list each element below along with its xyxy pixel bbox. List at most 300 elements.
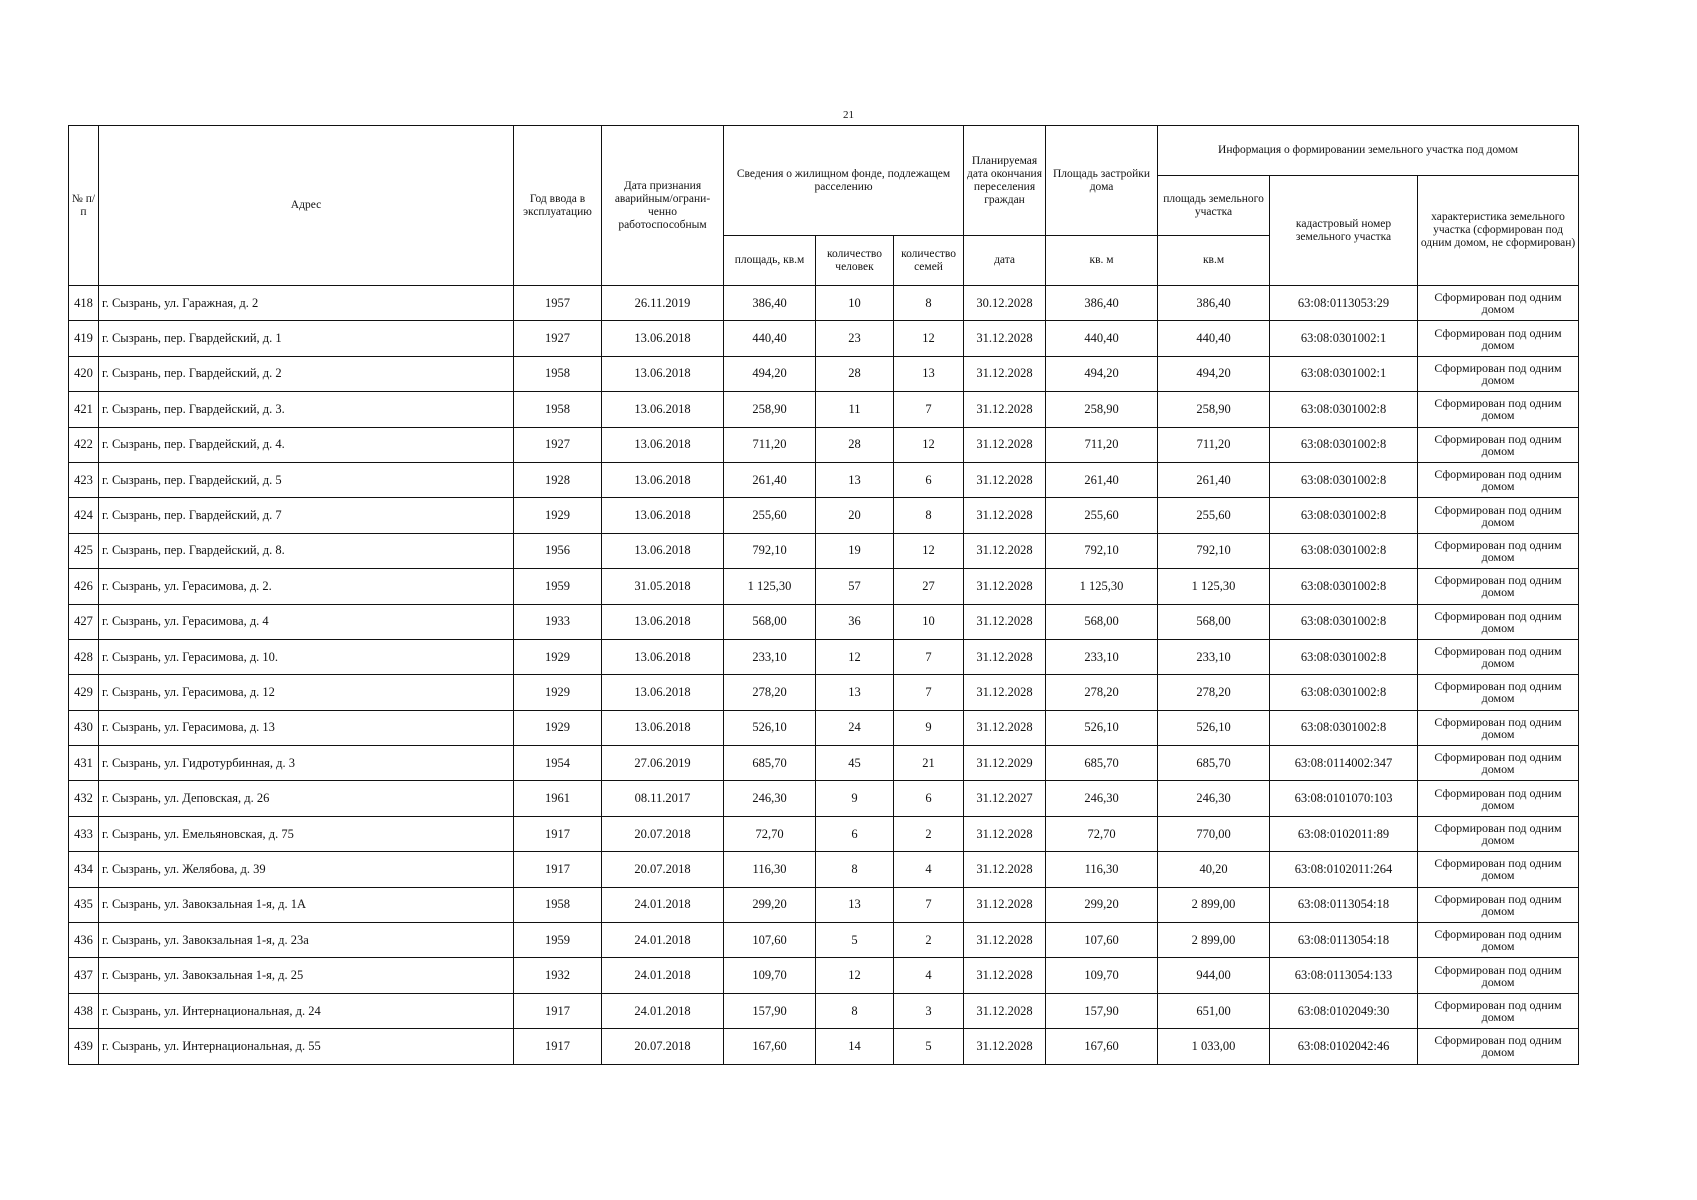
row-land-characteristic: Сформирован под одним домом xyxy=(1418,781,1579,816)
row-built-area: 258,90 xyxy=(1046,392,1158,427)
row-people: 28 xyxy=(816,356,894,391)
row-date-recognized: 13.06.2018 xyxy=(602,533,724,568)
row-land-characteristic: Сформирован под одним домом xyxy=(1418,392,1579,427)
row-year: 1917 xyxy=(514,993,602,1028)
row-people: 57 xyxy=(816,569,894,604)
row-families: 2 xyxy=(894,816,964,851)
row-year: 1961 xyxy=(514,781,602,816)
row-land-characteristic: Сформирован под одним домом xyxy=(1418,958,1579,993)
row-cadastral-number: 63:08:0113054:18 xyxy=(1270,887,1418,922)
row-num: 418 xyxy=(69,286,99,321)
row-address: г. Сызрань, пер. Гвардейский, д. 2 xyxy=(99,356,514,391)
table-row xyxy=(69,498,1579,533)
row-built-area: 107,60 xyxy=(1046,923,1158,958)
row-cadastral-number: 63:08:0113054:133 xyxy=(1270,958,1418,993)
row-families: 10 xyxy=(894,604,964,639)
row-families: 12 xyxy=(894,533,964,568)
row-date-recognized: 13.06.2018 xyxy=(602,356,724,391)
row-fund-area: 299,20 xyxy=(724,887,816,922)
row-num: 438 xyxy=(69,993,99,1028)
row-num: 425 xyxy=(69,533,99,568)
header-fund-group: Сведения о жилищном фонде, подлежащем расселению xyxy=(724,126,964,236)
row-cadastral-number: 63:08:0301002:8 xyxy=(1270,639,1418,674)
row-families: 6 xyxy=(894,781,964,816)
row-fund-area: 167,60 xyxy=(724,1029,816,1064)
row-cadastral-number: 63:08:0102049:30 xyxy=(1270,993,1418,1028)
row-num: 429 xyxy=(69,675,99,710)
row-built-area: 299,20 xyxy=(1046,887,1158,922)
row-fund-area: 685,70 xyxy=(724,746,816,781)
row-land-area: 494,20 xyxy=(1158,356,1270,391)
row-year: 1956 xyxy=(514,533,602,568)
row-land-characteristic: Сформирован под одним домом xyxy=(1418,675,1579,710)
row-land-characteristic: Сформирован под одним домом xyxy=(1418,887,1579,922)
row-year: 1932 xyxy=(514,958,602,993)
row-families: 7 xyxy=(894,392,964,427)
row-address: г. Сызрань, ул. Герасимова, д. 4 xyxy=(99,604,514,639)
table-row xyxy=(69,462,1579,497)
row-families: 7 xyxy=(894,675,964,710)
row-land-area: 278,20 xyxy=(1158,675,1270,710)
row-families: 8 xyxy=(894,286,964,321)
header-fund-people: количество человек xyxy=(816,236,894,286)
table-body xyxy=(69,286,1579,1065)
row-built-area: 246,30 xyxy=(1046,781,1158,816)
row-land-area: 440,40 xyxy=(1158,321,1270,356)
row-year: 1933 xyxy=(514,604,602,639)
row-built-area: 167,60 xyxy=(1046,1029,1158,1064)
table-row xyxy=(69,746,1579,781)
row-built-area: 526,10 xyxy=(1046,710,1158,745)
header-num: № п/п xyxy=(69,126,99,286)
row-planned-date: 31.12.2028 xyxy=(964,498,1046,533)
row-land-area: 233,10 xyxy=(1158,639,1270,674)
row-address: г. Сызрань, пер. Гвардейский, д. 4. xyxy=(99,427,514,462)
row-year: 1917 xyxy=(514,852,602,887)
row-date-recognized: 13.06.2018 xyxy=(602,675,724,710)
row-land-area: 526,10 xyxy=(1158,710,1270,745)
row-planned-date: 31.12.2028 xyxy=(964,852,1046,887)
row-planned-date: 31.12.2028 xyxy=(964,710,1046,745)
row-families: 8 xyxy=(894,498,964,533)
row-year: 1959 xyxy=(514,569,602,604)
row-year: 1959 xyxy=(514,923,602,958)
row-land-area: 568,00 xyxy=(1158,604,1270,639)
row-year: 1958 xyxy=(514,887,602,922)
row-planned-date: 31.12.2028 xyxy=(964,462,1046,497)
row-date-recognized: 13.06.2018 xyxy=(602,427,724,462)
row-fund-area: 792,10 xyxy=(724,533,816,568)
row-people: 20 xyxy=(816,498,894,533)
row-address: г. Сызрань, ул. Завокзальная 1-я, д. 1А xyxy=(99,887,514,922)
row-year: 1917 xyxy=(514,1029,602,1064)
row-address: г. Сызрань, пер. Гвардейский, д. 1 xyxy=(99,321,514,356)
row-planned-date: 31.12.2028 xyxy=(964,923,1046,958)
row-land-characteristic: Сформирован под одним домом xyxy=(1418,923,1579,958)
row-land-characteristic: Сформирован под одним домом xyxy=(1418,462,1579,497)
row-people: 13 xyxy=(816,887,894,922)
row-address: г. Сызрань, ул. Герасимова, д. 10. xyxy=(99,639,514,674)
row-address: г. Сызрань, ул. Завокзальная 1-я, д. 23а xyxy=(99,923,514,958)
row-cadastral-number: 63:08:0301002:8 xyxy=(1270,675,1418,710)
table-row xyxy=(69,781,1579,816)
table-row xyxy=(69,993,1579,1028)
row-cadastral-number: 63:08:0102042:46 xyxy=(1270,1029,1418,1064)
row-date-recognized: 13.06.2018 xyxy=(602,462,724,497)
row-families: 9 xyxy=(894,710,964,745)
table-row xyxy=(69,569,1579,604)
row-land-characteristic: Сформирован под одним домом xyxy=(1418,498,1579,533)
row-land-area: 1 033,00 xyxy=(1158,1029,1270,1064)
row-date-recognized: 13.06.2018 xyxy=(602,498,724,533)
row-address: г. Сызрань, ул. Деповская, д. 26 xyxy=(99,781,514,816)
row-land-characteristic: Сформирован под одним домом xyxy=(1418,710,1579,745)
row-num: 427 xyxy=(69,604,99,639)
header-date-recognized: Дата признания аварийным/ограни-ченно работоспособным xyxy=(602,126,724,286)
row-year: 1929 xyxy=(514,498,602,533)
header-cadastral: кадастровый номер земельного участка xyxy=(1270,176,1418,286)
row-people: 23 xyxy=(816,321,894,356)
row-date-recognized: 20.07.2018 xyxy=(602,852,724,887)
row-land-area: 246,30 xyxy=(1158,781,1270,816)
row-fund-area: 116,30 xyxy=(724,852,816,887)
row-date-recognized: 13.06.2018 xyxy=(602,604,724,639)
row-cadastral-number: 63:08:0113053:29 xyxy=(1270,286,1418,321)
row-land-characteristic: Сформирован под одним домом xyxy=(1418,816,1579,851)
row-cadastral-number: 63:08:0301002:1 xyxy=(1270,321,1418,356)
row-fund-area: 386,40 xyxy=(724,286,816,321)
row-address: г. Сызрань, ул. Герасимова, д. 12 xyxy=(99,675,514,710)
row-year: 1957 xyxy=(514,286,602,321)
row-people: 9 xyxy=(816,781,894,816)
row-date-recognized: 27.06.2019 xyxy=(602,746,724,781)
row-land-characteristic: Сформирован под одним домом xyxy=(1418,286,1579,321)
row-year: 1954 xyxy=(514,746,602,781)
row-people: 12 xyxy=(816,639,894,674)
row-built-area: 157,90 xyxy=(1046,993,1158,1028)
row-built-area: 72,70 xyxy=(1046,816,1158,851)
row-cadastral-number: 63:08:0114002:347 xyxy=(1270,746,1418,781)
row-cadastral-number: 63:08:0102011:264 xyxy=(1270,852,1418,887)
row-planned-date: 31.12.2028 xyxy=(964,569,1046,604)
row-built-area: 261,40 xyxy=(1046,462,1158,497)
header-planned-date: дата xyxy=(964,236,1046,286)
header-land-area-unit: кв.м xyxy=(1158,236,1270,286)
row-people: 12 xyxy=(816,958,894,993)
row-address: г. Сызрань, ул. Гаражная, д. 2 xyxy=(99,286,514,321)
row-planned-date: 31.12.2029 xyxy=(964,746,1046,781)
row-address: г. Сызрань, ул. Емельяновская, д. 75 xyxy=(99,816,514,851)
row-people: 28 xyxy=(816,427,894,462)
table-row xyxy=(69,852,1579,887)
row-built-area: 255,60 xyxy=(1046,498,1158,533)
row-fund-area: 109,70 xyxy=(724,958,816,993)
row-families: 12 xyxy=(894,427,964,462)
row-planned-date: 31.12.2028 xyxy=(964,356,1046,391)
row-year: 1958 xyxy=(514,356,602,391)
row-families: 7 xyxy=(894,887,964,922)
row-land-characteristic: Сформирован под одним домом xyxy=(1418,569,1579,604)
row-land-characteristic: Сформирован под одним домом xyxy=(1418,604,1579,639)
row-cadastral-number: 63:08:0301002:8 xyxy=(1270,710,1418,745)
row-land-characteristic: Сформирован под одним домом xyxy=(1418,1029,1579,1064)
row-families: 7 xyxy=(894,639,964,674)
row-num: 433 xyxy=(69,816,99,851)
header-year: Год ввода в эксплуатацию xyxy=(514,126,602,286)
table-row xyxy=(69,604,1579,639)
row-families: 2 xyxy=(894,923,964,958)
row-year: 1929 xyxy=(514,710,602,745)
row-built-area: 116,30 xyxy=(1046,852,1158,887)
row-planned-date: 31.12.2028 xyxy=(964,427,1046,462)
row-planned-date: 31.12.2028 xyxy=(964,887,1046,922)
table-row xyxy=(69,392,1579,427)
row-year: 1917 xyxy=(514,816,602,851)
row-cadastral-number: 63:08:0101070:103 xyxy=(1270,781,1418,816)
table-row xyxy=(69,816,1579,851)
row-built-area: 440,40 xyxy=(1046,321,1158,356)
row-cadastral-number: 63:08:0102011:89 xyxy=(1270,816,1418,851)
row-land-characteristic: Сформирован под одним домом xyxy=(1418,427,1579,462)
row-land-area: 2 899,00 xyxy=(1158,887,1270,922)
row-fund-area: 568,00 xyxy=(724,604,816,639)
row-num: 434 xyxy=(69,852,99,887)
row-date-recognized: 08.11.2017 xyxy=(602,781,724,816)
row-address: г. Сызрань, ул. Интернациональная, д. 24 xyxy=(99,993,514,1028)
row-address: г. Сызрань, пер. Гвардейский, д. 5 xyxy=(99,462,514,497)
row-people: 24 xyxy=(816,710,894,745)
header-address: Адрес xyxy=(99,126,514,286)
row-cadastral-number: 63:08:0301002:8 xyxy=(1270,533,1418,568)
row-built-area: 568,00 xyxy=(1046,604,1158,639)
row-land-characteristic: Сформирован под одним домом xyxy=(1418,746,1579,781)
row-year: 1928 xyxy=(514,462,602,497)
row-people: 8 xyxy=(816,993,894,1028)
header-fund-families: количество семей xyxy=(894,236,964,286)
row-families: 4 xyxy=(894,958,964,993)
table-row xyxy=(69,1029,1579,1064)
table-row xyxy=(69,321,1579,356)
row-cadastral-number: 63:08:0301002:8 xyxy=(1270,427,1418,462)
row-people: 14 xyxy=(816,1029,894,1064)
row-fund-area: 72,70 xyxy=(724,816,816,851)
table-row xyxy=(69,356,1579,391)
row-num: 419 xyxy=(69,321,99,356)
row-date-recognized: 13.06.2018 xyxy=(602,639,724,674)
row-fund-area: 255,60 xyxy=(724,498,816,533)
row-planned-date: 31.12.2028 xyxy=(964,1029,1046,1064)
row-num: 436 xyxy=(69,923,99,958)
table-row xyxy=(69,958,1579,993)
row-fund-area: 157,90 xyxy=(724,993,816,1028)
table-row xyxy=(69,286,1579,321)
row-date-recognized: 31.05.2018 xyxy=(602,569,724,604)
row-date-recognized: 24.01.2018 xyxy=(602,887,724,922)
header-land-char: характеристика земельного участка (сформирован под одним домом, не сформирован) xyxy=(1418,176,1579,286)
row-land-area: 261,40 xyxy=(1158,462,1270,497)
header-built-group: Площадь застройки дома xyxy=(1046,126,1158,236)
row-land-characteristic: Сформирован под одним домом xyxy=(1418,852,1579,887)
row-people: 6 xyxy=(816,816,894,851)
row-date-recognized: 20.07.2018 xyxy=(602,816,724,851)
row-num: 420 xyxy=(69,356,99,391)
row-cadastral-number: 63:08:0301002:8 xyxy=(1270,498,1418,533)
row-num: 437 xyxy=(69,958,99,993)
row-num: 424 xyxy=(69,498,99,533)
row-num: 422 xyxy=(69,427,99,462)
table-row xyxy=(69,675,1579,710)
row-planned-date: 30.12.2028 xyxy=(964,286,1046,321)
row-num: 426 xyxy=(69,569,99,604)
row-land-area: 792,10 xyxy=(1158,533,1270,568)
row-planned-date: 31.12.2028 xyxy=(964,321,1046,356)
row-num: 432 xyxy=(69,781,99,816)
row-fund-area: 258,90 xyxy=(724,392,816,427)
table-row xyxy=(69,887,1579,922)
row-people: 11 xyxy=(816,392,894,427)
row-address: г. Сызрань, пер. Гвардейский, д. 8. xyxy=(99,533,514,568)
row-num: 431 xyxy=(69,746,99,781)
row-built-area: 685,70 xyxy=(1046,746,1158,781)
row-fund-area: 711,20 xyxy=(724,427,816,462)
row-cadastral-number: 63:08:0301002:1 xyxy=(1270,356,1418,391)
row-address: г. Сызрань, ул. Завокзальная 1-я, д. 25 xyxy=(99,958,514,993)
row-date-recognized: 24.01.2018 xyxy=(602,993,724,1028)
row-families: 12 xyxy=(894,321,964,356)
row-fund-area: 278,20 xyxy=(724,675,816,710)
row-cadastral-number: 63:08:0301002:8 xyxy=(1270,392,1418,427)
row-fund-area: 107,60 xyxy=(724,923,816,958)
row-land-area: 685,70 xyxy=(1158,746,1270,781)
row-land-area: 255,60 xyxy=(1158,498,1270,533)
row-planned-date: 31.12.2028 xyxy=(964,392,1046,427)
row-cadastral-number: 63:08:0301002:8 xyxy=(1270,462,1418,497)
row-address: г. Сызрань, пер. Гвардейский, д. 3. xyxy=(99,392,514,427)
row-land-characteristic: Сформирован под одним домом xyxy=(1418,533,1579,568)
row-land-characteristic: Сформирован под одним домом xyxy=(1418,993,1579,1028)
row-fund-area: 261,40 xyxy=(724,462,816,497)
row-land-area: 711,20 xyxy=(1158,427,1270,462)
row-built-area: 109,70 xyxy=(1046,958,1158,993)
row-planned-date: 31.12.2028 xyxy=(964,675,1046,710)
row-families: 4 xyxy=(894,852,964,887)
row-planned-date: 31.12.2028 xyxy=(964,533,1046,568)
row-fund-area: 440,40 xyxy=(724,321,816,356)
table-row xyxy=(69,710,1579,745)
row-families: 6 xyxy=(894,462,964,497)
table-row xyxy=(69,639,1579,674)
row-year: 1929 xyxy=(514,639,602,674)
row-built-area: 1 125,30 xyxy=(1046,569,1158,604)
row-fund-area: 233,10 xyxy=(724,639,816,674)
row-cadastral-number: 63:08:0301002:8 xyxy=(1270,604,1418,639)
row-num: 430 xyxy=(69,710,99,745)
row-land-area: 651,00 xyxy=(1158,993,1270,1028)
row-families: 5 xyxy=(894,1029,964,1064)
row-fund-area: 494,20 xyxy=(724,356,816,391)
row-land-characteristic: Сформирован под одним домом xyxy=(1418,639,1579,674)
row-land-characteristic: Сформирован под одним домом xyxy=(1418,321,1579,356)
row-land-area: 258,90 xyxy=(1158,392,1270,427)
row-land-characteristic: Сформирован под одним домом xyxy=(1418,356,1579,391)
row-num: 428 xyxy=(69,639,99,674)
row-address: г. Сызрань, ул. Интернациональная, д. 55 xyxy=(99,1029,514,1064)
row-built-area: 494,20 xyxy=(1046,356,1158,391)
row-num: 421 xyxy=(69,392,99,427)
row-address: г. Сызрань, ул. Герасимова, д. 2. xyxy=(99,569,514,604)
table-header xyxy=(69,126,1579,286)
row-cadastral-number: 63:08:0301002:8 xyxy=(1270,569,1418,604)
header-land-area: площадь земельного участка xyxy=(1158,176,1270,236)
row-address: г. Сызрань, ул. Гидротурбинная, д. 3 xyxy=(99,746,514,781)
row-people: 8 xyxy=(816,852,894,887)
row-built-area: 278,20 xyxy=(1046,675,1158,710)
row-people: 13 xyxy=(816,462,894,497)
row-fund-area: 246,30 xyxy=(724,781,816,816)
row-fund-area: 526,10 xyxy=(724,710,816,745)
row-built-area: 386,40 xyxy=(1046,286,1158,321)
row-fund-area: 1 125,30 xyxy=(724,569,816,604)
row-date-recognized: 26.11.2019 xyxy=(602,286,724,321)
row-built-area: 792,10 xyxy=(1046,533,1158,568)
row-year: 1927 xyxy=(514,321,602,356)
header-fund-area: площадь, кв.м xyxy=(724,236,816,286)
row-built-area: 233,10 xyxy=(1046,639,1158,674)
header-built-unit: кв. м xyxy=(1046,236,1158,286)
row-planned-date: 31.12.2027 xyxy=(964,781,1046,816)
row-planned-date: 31.12.2028 xyxy=(964,993,1046,1028)
row-land-area: 2 899,00 xyxy=(1158,923,1270,958)
row-land-area: 770,00 xyxy=(1158,816,1270,851)
row-people: 13 xyxy=(816,675,894,710)
row-date-recognized: 24.01.2018 xyxy=(602,958,724,993)
row-year: 1929 xyxy=(514,675,602,710)
row-num: 435 xyxy=(69,887,99,922)
row-families: 21 xyxy=(894,746,964,781)
row-date-recognized: 13.06.2018 xyxy=(602,392,724,427)
row-land-area: 1 125,30 xyxy=(1158,569,1270,604)
row-cadastral-number: 63:08:0113054:18 xyxy=(1270,923,1418,958)
row-num: 439 xyxy=(69,1029,99,1064)
header-land-group: Информация о формировании земельного участка под домом xyxy=(1158,126,1579,176)
row-date-recognized: 24.01.2018 xyxy=(602,923,724,958)
table-row xyxy=(69,427,1579,462)
row-built-area: 711,20 xyxy=(1046,427,1158,462)
row-people: 36 xyxy=(816,604,894,639)
table-row xyxy=(69,923,1579,958)
row-planned-date: 31.12.2028 xyxy=(964,604,1046,639)
row-year: 1927 xyxy=(514,427,602,462)
row-people: 5 xyxy=(816,923,894,958)
row-planned-date: 31.12.2028 xyxy=(964,958,1046,993)
row-planned-date: 31.12.2028 xyxy=(964,639,1046,674)
header-planned-group: Планируемая дата окончания переселения граждан xyxy=(964,126,1046,236)
page-number: 21 xyxy=(843,109,854,121)
row-people: 10 xyxy=(816,286,894,321)
row-date-recognized: 13.06.2018 xyxy=(602,321,724,356)
row-land-area: 386,40 xyxy=(1158,286,1270,321)
row-families: 27 xyxy=(894,569,964,604)
row-date-recognized: 20.07.2018 xyxy=(602,1029,724,1064)
row-address: г. Сызрань, ул. Желябова, д. 39 xyxy=(99,852,514,887)
row-address: г. Сызрань, ул. Герасимова, д. 13 xyxy=(99,710,514,745)
row-land-area: 40,20 xyxy=(1158,852,1270,887)
row-families: 13 xyxy=(894,356,964,391)
row-num: 423 xyxy=(69,462,99,497)
row-people: 19 xyxy=(816,533,894,568)
row-families: 3 xyxy=(894,993,964,1028)
row-land-area: 944,00 xyxy=(1158,958,1270,993)
